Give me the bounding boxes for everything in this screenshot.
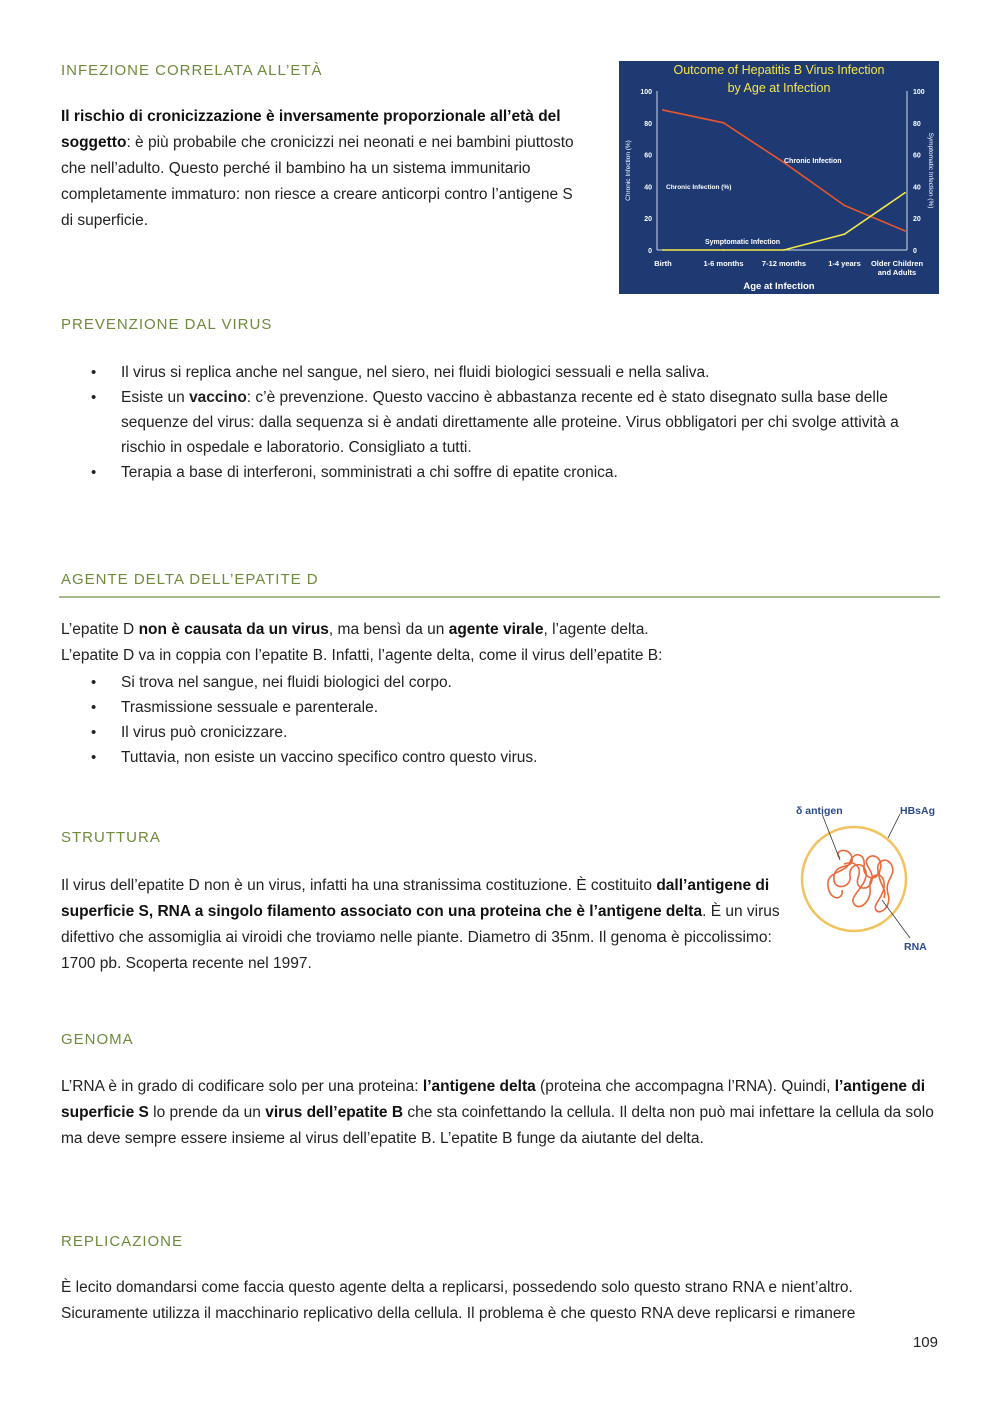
- text-run: Il virus dell’epatite D non è un virus, infatti ha una stranissima costituzione. È costituito: [61, 877, 657, 894]
- genome-paragraph: [61, 1074, 941, 1152]
- rna-label: RNA: [904, 941, 927, 953]
- y-right-tick-label: 0: [913, 248, 917, 255]
- text-run: Il virus può cronicizzare.: [121, 724, 288, 741]
- text-run: Esiste un: [121, 389, 190, 406]
- bold-text: agente virale: [448, 621, 544, 638]
- y-right-tick-label: 20: [913, 216, 921, 224]
- section-title-delta: AGENTE DELTA DELL’EPATITE D: [61, 571, 319, 588]
- section-title-replication: REPLICAZIONE: [61, 1233, 184, 1250]
- list-item: [61, 385, 941, 460]
- y-right-tick-label: 60: [913, 152, 921, 160]
- y-left-tick-label: 20: [644, 216, 652, 224]
- list-item: [61, 695, 941, 720]
- chart-title-line-2: by Age at Infection: [727, 81, 831, 95]
- x-axis-label: Age at Infection: [743, 281, 815, 292]
- text-run: , ma bensì da un: [328, 621, 449, 638]
- text-run: Si trova nel sangue, nei fluidi biologici del corpo.: [121, 674, 452, 691]
- bold-text: non è causata da un virus: [138, 621, 329, 638]
- y-left-tick-label: 0: [648, 248, 652, 255]
- hbv-outcome-chart: [619, 61, 939, 294]
- data-point: [662, 109, 664, 111]
- text-run: che sta coinfettando la cellula. Il delta non può mai infettare la cellula da solo ma deve sempre essere insieme al virus dell’epatite B. L’epatite B funge da aiutante del delta.: [61, 1104, 934, 1147]
- section-title-age: INFEZIONE CORRELATA ALL’ETÀ: [61, 62, 323, 79]
- text-run: È lecito domandarsi come faccia questo agente delta a replicarsi, possedendo solo questo strano RNA e nient’altro. Sicuramente utilizza il macchinario replicativo della cellula. Il problema è che questo RNA deve replicarsi e rimanere: [61, 1279, 856, 1322]
- bold-text: l’antigene di superficie S: [61, 1078, 926, 1121]
- y-right-axis-label: Symptomatic Infection (%): [927, 132, 934, 209]
- hbsag-pointer: [888, 814, 900, 838]
- data-point: [844, 233, 846, 235]
- bold-text: virus dell’epatite B: [265, 1104, 404, 1121]
- prevention-list: [61, 360, 941, 485]
- text-run: : è più probabile che cronicizzi nei neonati e nei bambini piuttosto che nell’adulto. Questo perché il bambino ha un sistema immunitario completamente immaturo: non riesce a creare anticorpi contro l’antigene S di superficie.: [61, 134, 574, 229]
- bold-text: Il rischio di cronicizzazione è inversamente proporzionale all’età del soggetto: [61, 108, 561, 151]
- bold-text: l’antigene delta: [422, 1078, 536, 1095]
- list-item: [61, 720, 941, 745]
- data-point: [904, 192, 906, 194]
- text-run: . È un virus difettivo che assomiglia ai viroidi che troviamo nelle piante. Diametro di 35nm. Il genoma è piccolissimo: 1700 pb. Scoperta recente nel 1997.: [61, 903, 780, 972]
- text-run: Terapia a base di interferoni, somministrati a chi soffre di epatite cronica.: [121, 464, 618, 481]
- text-run: (proteina che accompagna l’RNA). Quindi,: [535, 1078, 835, 1095]
- x-tick-label: and Adults: [877, 268, 917, 277]
- series-line-chronic-infection: [663, 110, 905, 231]
- text-run: Tuttavia, non esiste un vaccino specifico contro questo virus.: [121, 749, 538, 766]
- y-right-tick-label: 100: [913, 89, 925, 96]
- y-left-axis-label: Chronic Infection (%): [625, 140, 632, 201]
- text-run: lo prende da un: [148, 1104, 266, 1121]
- annotation-symptomatic: Symptomatic Infection: [705, 239, 781, 246]
- replication-paragraph: [61, 1275, 941, 1327]
- y-left-tick-label: 100: [640, 89, 652, 96]
- data-point: [844, 205, 846, 207]
- delta-line-2: L’epatite D va in coppia con l’epatite B. Infatti, l’agente delta, come il virus dell’epatite B:: [61, 647, 663, 664]
- list-item: [61, 460, 941, 485]
- text-run: Il virus si replica anche nel sangue, nel siero, nei fluidi biologici sessuali e nella saliva.: [121, 364, 710, 381]
- list-item: [61, 745, 941, 770]
- y-left-tick-label: 60: [644, 152, 652, 160]
- data-point: [904, 230, 906, 232]
- list-item: [61, 360, 941, 385]
- x-tick-label: Birth: [654, 259, 672, 268]
- data-point: [783, 249, 785, 251]
- data-point: [723, 122, 725, 124]
- structure-paragraph: [61, 873, 783, 977]
- age-paragraph: [61, 104, 581, 234]
- annotation-chronic: Chronic Infection: [784, 158, 842, 165]
- text-run: L’RNA è in grado di codificare solo per una proteina:: [61, 1078, 423, 1095]
- annotation-chronic-pct: Chronic Infection (%): [666, 184, 732, 191]
- hbsag-label: HBsAg: [900, 805, 936, 817]
- chart-title-line-1: Outcome of Hepatitis B Virus Infection: [673, 63, 885, 77]
- list-item: [61, 670, 941, 695]
- delta-antigen-label: δ antigen: [796, 805, 843, 817]
- y-left-tick-label: 80: [644, 120, 652, 128]
- delta-list: [61, 670, 941, 770]
- section-title-genome: GENOMA: [61, 1031, 134, 1048]
- delta-line-1: [61, 617, 941, 643]
- data-point: [723, 249, 725, 251]
- text-run: L’epatite D: [61, 621, 139, 638]
- section-title-prevention: PREVENZIONE DAL VIRUS: [61, 316, 273, 333]
- series-line-symptomatic-infection: [663, 193, 905, 250]
- x-tick-label: 1-4 years: [828, 259, 861, 268]
- text-run: Trasmissione sessuale e parenterale.: [121, 699, 379, 716]
- bold-text: dall’antigene di superficie S, RNA a singolo filamento associato con una proteina che è l’antigene delta: [61, 877, 770, 920]
- page-number: 109: [912, 1334, 938, 1351]
- x-tick-label: 7-12 months: [761, 259, 807, 268]
- section-title-structure: STRUTTURA: [61, 829, 161, 846]
- text-run: : c’è prevenzione. Questo vaccino è abbastanza recente ed è stato disegnato sulla base delle sequenze del virus: dalla sequenza si è andati direttamente alle proteine. Virus obbligatori per chi svolge attività a rischio in ospedale e laboratorio. Consigliato a tutti.: [121, 389, 899, 456]
- y-left-tick-label: 40: [644, 184, 652, 192]
- bold-text: vaccino: [189, 389, 247, 406]
- text-run: , l’agente delta.: [543, 621, 649, 638]
- x-tick-label: 1-6 months: [703, 259, 744, 268]
- section-divider: [59, 596, 940, 598]
- delta-agent-diagram: [792, 800, 942, 958]
- y-right-tick-label: 40: [913, 184, 921, 192]
- x-tick-label: Older Children: [870, 259, 924, 268]
- data-point: [662, 249, 664, 251]
- y-right-tick-label: 80: [913, 120, 921, 128]
